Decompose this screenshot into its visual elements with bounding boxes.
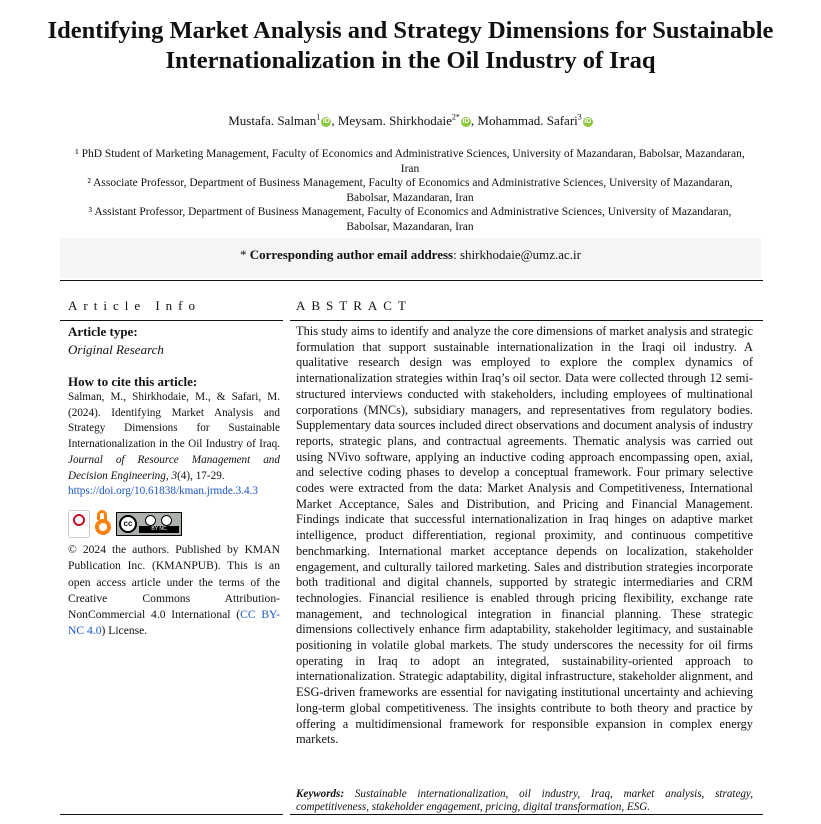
license-link[interactable]: CC BY-NC 4.0	[68, 608, 281, 638]
badge-row	[68, 510, 280, 538]
left-bottom-rule	[60, 814, 283, 815]
top-rule	[60, 280, 763, 281]
corresponding-author	[0, 247, 821, 263]
right-header-rule	[290, 320, 763, 321]
affiliation-1: ¹ PhD Student of Marketing Management, Faculty of Economics and Administrative Sciences, University of Mazandaran, Babolsar, Mazandaran, Iran	[75, 148, 745, 175]
author-affiliation-mark: 1	[316, 112, 321, 122]
left-header-rule	[60, 320, 283, 321]
asterisk: *	[240, 247, 250, 262]
cc-band-text: BY NC	[139, 526, 179, 533]
orcid-icon[interactable]: iD	[322, 118, 330, 126]
license-post: ) License.	[101, 624, 148, 638]
author-name: Mustafa. Salman	[228, 113, 317, 128]
separator: :	[453, 247, 460, 262]
corresponding-label: Corresponding author email address	[249, 247, 454, 262]
author-affiliation-mark: 2*	[451, 112, 460, 122]
citation	[68, 390, 280, 484]
crossmark-icon[interactable]	[68, 510, 90, 538]
license-pre: © 2024 the authors. Published by KMAN Publication Inc. (KMANPUB). This is an open access article under the terms of the Creative Commons Attribution-NonCommercial 4.0 International (	[68, 542, 280, 622]
open-access-icon	[94, 510, 112, 538]
citation-text: Salman, M., Shirkhodaie, M., & Safari, M. (2024). Identifying Market Analysis and Strategy Dimensions for Sustainable Internationalization in the Oil Industry of Iraq.	[68, 391, 280, 451]
article-type-label: Article type:	[68, 324, 138, 339]
corresponding-email[interactable]: shirkhodaie@umz.ac.ir	[459, 247, 581, 262]
keywords-text: Sustainable internationalization, oil industry, Iraq, market analysis, strategy, competitiveness, stakeholder engagement, pricing, digital transformation, ESG.	[296, 788, 753, 813]
article-info-heading: Article Info	[68, 298, 202, 313]
doi-link[interactable]: https://doi.org/10.61838/kman.jrmde.3.4.3	[68, 485, 258, 498]
affiliation-3: ³ Assistant Professor, Department of Business Management, Faculty of Economics and Administrative Sciences, University of Mazandaran, Babolsar, Mazandaran, Iran	[88, 206, 732, 233]
affiliation-2: ² Associate Professor, Department of Business Management, Faculty of Economics and Administrative Sciences, University of Mazandaran, Babolsar, Mazandaran, Iran	[87, 177, 733, 204]
cc-by-nc-icon[interactable]: cc BY NC	[116, 512, 182, 536]
author-line: Mustafa. Salman$^1$ iD , Meysam. Shirkhodaie$^{2*}$ iD , Mohammad. Safari$^3$ iD	[228, 112, 592, 128]
license-text	[68, 542, 280, 640]
citation-tail: (4), 17-29.	[177, 469, 225, 482]
right-bottom-rule	[290, 814, 763, 815]
orcid-icon[interactable]: iD	[462, 118, 470, 126]
author-name: Meysam. Shirkhodaie	[337, 113, 452, 128]
paper-title: Identifying Market Analysis and Strategy Dimensions for Sustainable Internationalization in the Oil Industry of Iraq	[47, 17, 774, 74]
citation-journal: Journal of Resource Management and Decision Engineering, 3	[68, 453, 280, 482]
article-info-column	[68, 324, 280, 640]
keywords	[296, 788, 753, 814]
orcid-icon[interactable]: iD	[584, 118, 592, 126]
author-name: Mohammad. Safari	[477, 113, 578, 128]
keywords-label: Keywords:	[296, 788, 345, 800]
abstract-heading: ABSTRACT	[296, 298, 412, 313]
abstract-text: This study aims to identify and analyze the core dimensions of market analysis and strategic formulation that support sustainable internationalization in the Iraqi oil industry. A qualitative research design was employed to explore the complex dynamics of internationalization strategies within Iraq’s oil sector. Data were collected through 12 semi-structured interviews conducted with stakeholders, including employees of multinational corporations (MNCs), subsidiary managers, and representatives from regulatory bodies. Supplementary data sources included direct observations and document analysis of industry reports, strategic plans, and contractual agreements. Thematic analysis was carried out using NVivo software, applying an inductive coding approach encompassing open, axial, and selective coding phases to develop a conceptual framework. Four primary selective codes were extracted from the data: Market Analysis and Competitiveness, International Market Acceptance, Sales and Distribution, and Pricing and Financial Management. Findings indicate that successful internationalization in Iraq hinges on adaptive market intelligence, product differentiation, regional proximity, and continuous competitive benchmarking. International market acceptance depends on localization, stakeholder engagement, and culturally tailored marketing. Sales and distribution strategies incorporate both traditional and digital channels, supported by strategic intermediaries and CRM technologies. Financial resilience is enabled through pricing flexibility, exchange rate management, and technological integration in financial planning. These strategic dimensions collectively enhance firm adaptability, stakeholder legitimacy, and sustainable positioning in volatile global markets. The study underscores the necessity for oil firms operating in Iraq to adopt an integrated, sustainability-oriented approach to internationalization. Strategic adaptability, digital infrastructure, stakeholder alignment, and ESG-driven frameworks are essential for navigating institutional uncertainty and achieving long-term global competitiveness. The insights contribute to both theory and practice by offering a multidimensional framework for responsible expansion in complex energy markets.	[296, 324, 753, 747]
cite-label: How to cite this article:	[68, 374, 198, 389]
author-affiliation-mark: 3	[577, 112, 582, 122]
article-type-value: Original Research	[68, 342, 164, 357]
